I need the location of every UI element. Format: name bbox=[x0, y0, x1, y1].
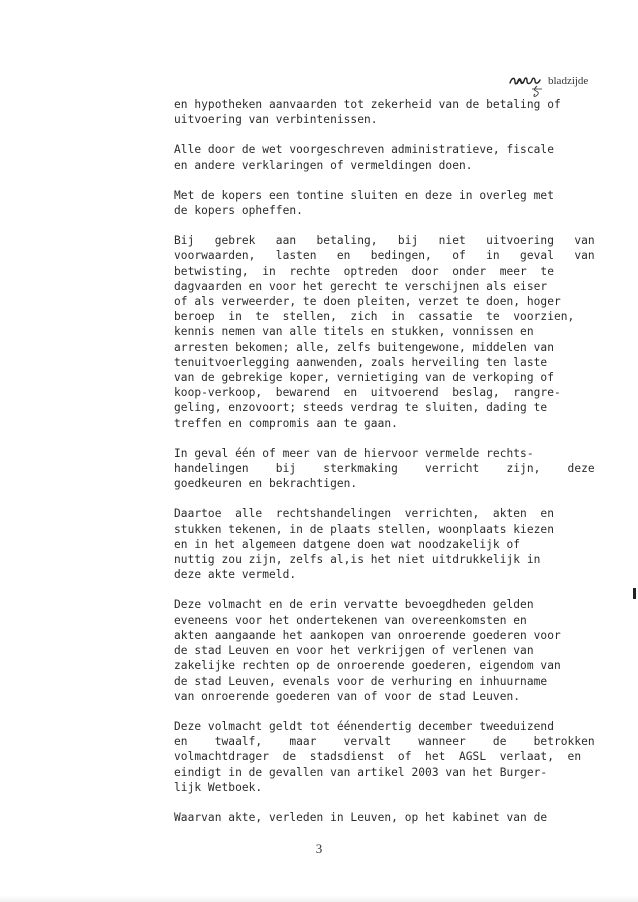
text-line: Alle door de wet voorgeschreven administratieve, fiscale bbox=[174, 143, 554, 157]
text-line: eveneens voor het ondertekenen van overeenkomsten en bbox=[174, 613, 527, 627]
text-line: en hypotheken aanvaarden tot zekerheid van de betaling of bbox=[174, 98, 561, 111]
margin-mark bbox=[633, 588, 636, 599]
text-line: tenuitvoerlegging aanwenden, zoals herveiling ten laste bbox=[174, 355, 548, 369]
page-number: 3 bbox=[315, 841, 323, 856]
paragraph bbox=[174, 142, 602, 172]
document-body bbox=[174, 97, 602, 840]
text-line: lijk Wetboek. bbox=[174, 780, 263, 794]
handwritten-initials bbox=[509, 74, 547, 98]
text-line: de kopers opheffen. bbox=[174, 204, 303, 218]
text-line: arresten bekomen; alle, zelfs buitengewone, middelen van bbox=[174, 340, 554, 354]
text-line: zakelijke rechten op de onroerende goederen, eigendom van bbox=[174, 659, 561, 673]
text-line: van de gebrekige koper, vernietiging van de verkoping of bbox=[174, 371, 554, 385]
page-edge bbox=[0, 895, 638, 902]
text-line: goedkeuren en bekrachtigen. bbox=[174, 477, 358, 491]
text-line: volmachtdrager de stadsdienst of het AGSL verlaat, en bbox=[174, 750, 582, 764]
paragraph bbox=[174, 597, 602, 703]
page-label: bladzijde bbox=[548, 75, 589, 87]
paragraph bbox=[174, 233, 602, 431]
text-line: Deze volmacht en de erin vervatte bevoegdheden gelden bbox=[174, 598, 534, 612]
text-line: voorwaarden, lasten en bedingen, of in geval van bbox=[174, 249, 595, 263]
text-line: nuttig zou zijn, zelfs al,is het niet uitdrukkelijk in bbox=[174, 553, 541, 567]
text-line: Met de kopers een tontine sluiten en deze in overleg met bbox=[174, 188, 554, 202]
paragraph bbox=[174, 810, 602, 825]
text-line: beroep in te stellen, zich in cassatie te voorzien, bbox=[174, 310, 575, 324]
text-line: kennis nemen van alle titels en stukken, vonnissen en bbox=[174, 325, 534, 339]
text-line: de stad Leuven en voor het verkrijgen of verlenen van bbox=[174, 644, 534, 658]
text-line: of als verweerder, te doen pleiten, verzet te doen, hoger bbox=[174, 295, 561, 309]
text-line: treffen en compromis aan te gaan. bbox=[174, 416, 398, 430]
text-line: en twaalf, maar vervalt wanneer de betrokken bbox=[174, 735, 595, 749]
text-line: akten aangaande het aankopen van onroerende goederen voor bbox=[174, 628, 561, 642]
text-line: koop-verkoop, bewarend en uitvoerend beslag, rangre- bbox=[174, 386, 561, 400]
text-line: eindigt in de gevallen van artikel 2003 van het Burger- bbox=[174, 765, 548, 779]
text-line: dagvaarden en voor het gerecht te verschijnen als eiser bbox=[174, 279, 548, 293]
paragraph bbox=[174, 719, 602, 795]
text-line: van onroerende goederen van of voor de stad Leuven. bbox=[174, 689, 521, 703]
paragraph bbox=[174, 446, 602, 492]
text-line: uitvoering van verbintenissen. bbox=[174, 113, 378, 127]
text-line: Deze volmacht geldt tot éénendertig december tweeduizend bbox=[174, 719, 554, 733]
text-line: Waarvan akte, verleden in Leuven, op het kabinet van de bbox=[174, 810, 548, 824]
paragraph bbox=[174, 188, 602, 218]
text-line: en in het algemeen datgene doen wat noodzakelijk of bbox=[174, 537, 521, 551]
text-line: de stad Leuven, evenals voor de verhuring en inhuurname bbox=[174, 674, 548, 688]
text-line: stukken tekenen, in de plaats stellen, woonplaats kiezen bbox=[174, 522, 554, 536]
paragraph bbox=[174, 506, 602, 582]
text-line: betwisting, in rechte optreden door onder meer te bbox=[174, 264, 554, 278]
text-line: Daartoe alle rechtshandelingen verrichten, akten en bbox=[174, 507, 554, 521]
paragraph bbox=[174, 97, 602, 127]
text-line: Bij gebrek aan betaling, bij niet uitvoering van bbox=[174, 234, 595, 248]
text-line: In geval één of meer van de hiervoor vermelde rechts- bbox=[174, 446, 534, 460]
text-line: geling, enzovoort; steeds verdrag te sluiten, dading te bbox=[174, 401, 548, 415]
text-line: en andere verklaringen of vermeldingen doen. bbox=[174, 158, 473, 172]
text-line: deze akte vermeld. bbox=[174, 568, 297, 582]
text-line: handelingen bij sterkmaking verricht zijn, deze bbox=[174, 462, 595, 476]
